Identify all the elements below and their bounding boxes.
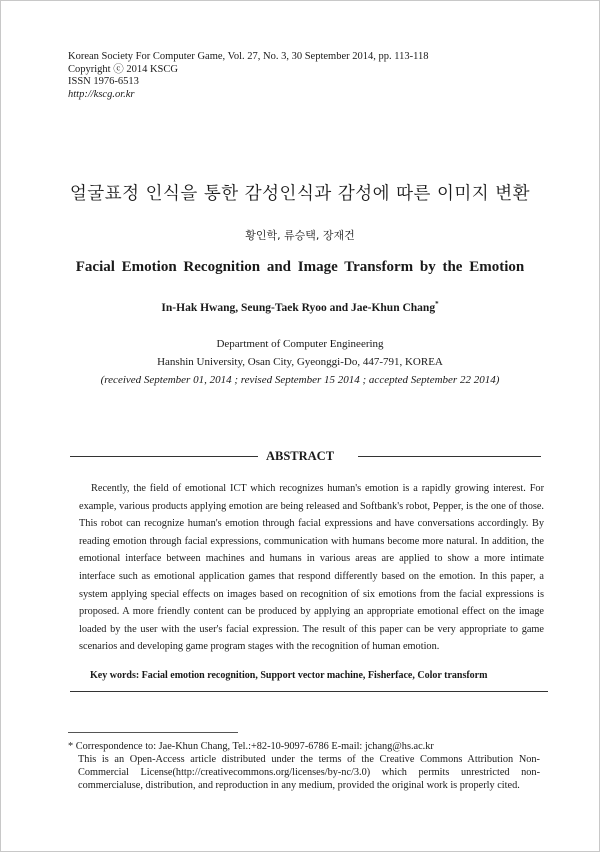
footnote <box>68 740 540 792</box>
copyright-line: Copyright ⓒ 2014 KSCG <box>68 63 178 75</box>
journal-header <box>68 51 428 101</box>
journal-url-link[interactable]: http://kscg.or.kr <box>68 88 135 100</box>
submission-dates: (received September 01, 2014 ; revised September 15 2014 ; accepted September 22 2014) <box>100 374 500 386</box>
department: Department of Computer Engineering <box>216 338 384 350</box>
corresponding-author-mark: * <box>435 300 439 308</box>
issn-line: ISSN 1976-6513 <box>68 76 139 87</box>
correspondence-note: * Correspondence to: Jae-Khun Chang, Tel.:+82-10-9097-6786 E-mail: jchang@hs.ac.kr <box>68 741 434 752</box>
keywords-rule <box>70 691 548 692</box>
english-author-names: In-Hak Hwang, Seung-Taek Ryoo and Jae-Khun Chang <box>161 301 436 314</box>
korean-title: 얼굴표정 인식을 통한 감성인식과 감성에 따른 이미지 변환 <box>69 184 531 204</box>
english-authors <box>0 300 600 314</box>
abstract-body: Recently, the field of emotional ICT which recognizes human's emotion is a rapidly growing interest. For example, various products applying emotion are being released and Softbank's robot, Pepper, is the one of those. This robot can recognize human's emotion through facial expressions and have conversations accordingly. By reading emotion through facial expressions, communication with humans become more natural. In addition, the emotional interface between machines and humans in various areas are applied to show a more intimate interface such as emotional application games that respond differently based on the emotion. In this paper, a system applying special effects on images based on recognition of six emotions from the facial expressions is proposed. A more friendly content can be produced by applying an appropriate emotional effect on the image loaded by the user with the user's facial expression. The result of this paper can be very appropriate to game scenarios and developing game program stages with the recognition of human emotion. <box>79 483 544 653</box>
journal-citation: Korean Society For Computer Game, Vol. 27, No. 3, 30 September 2014, pp. 113-118 <box>68 51 429 62</box>
english-title: Facial Emotion Recognition and Image Transform by the Emotion <box>75 259 525 275</box>
korean-authors: 황인학, 류승택, 장재건 <box>245 229 355 242</box>
abstract-heading: ABSTRACT <box>265 449 335 463</box>
abstract-rule-right <box>358 456 541 457</box>
keywords-line: Key words: Facial emotion recognition, Support vector machine, Fisherface, Color transform <box>90 670 488 681</box>
license-note: This is an Open-Access article distributed under the terms of the Creative Commons Attribution Non-Commercial License(http://creativecommons.org/licenses/by-nc/3.0) which permits unrestricted non-commercialuse, distribution, and reproduction in any medium, provided the original work is properly cited. <box>78 754 540 791</box>
affiliation-block <box>0 335 600 389</box>
footnote-rule <box>68 732 238 733</box>
university-address: Hanshin University, Osan City, Gyeonggi-Do, 447-791, KOREA <box>157 356 443 368</box>
